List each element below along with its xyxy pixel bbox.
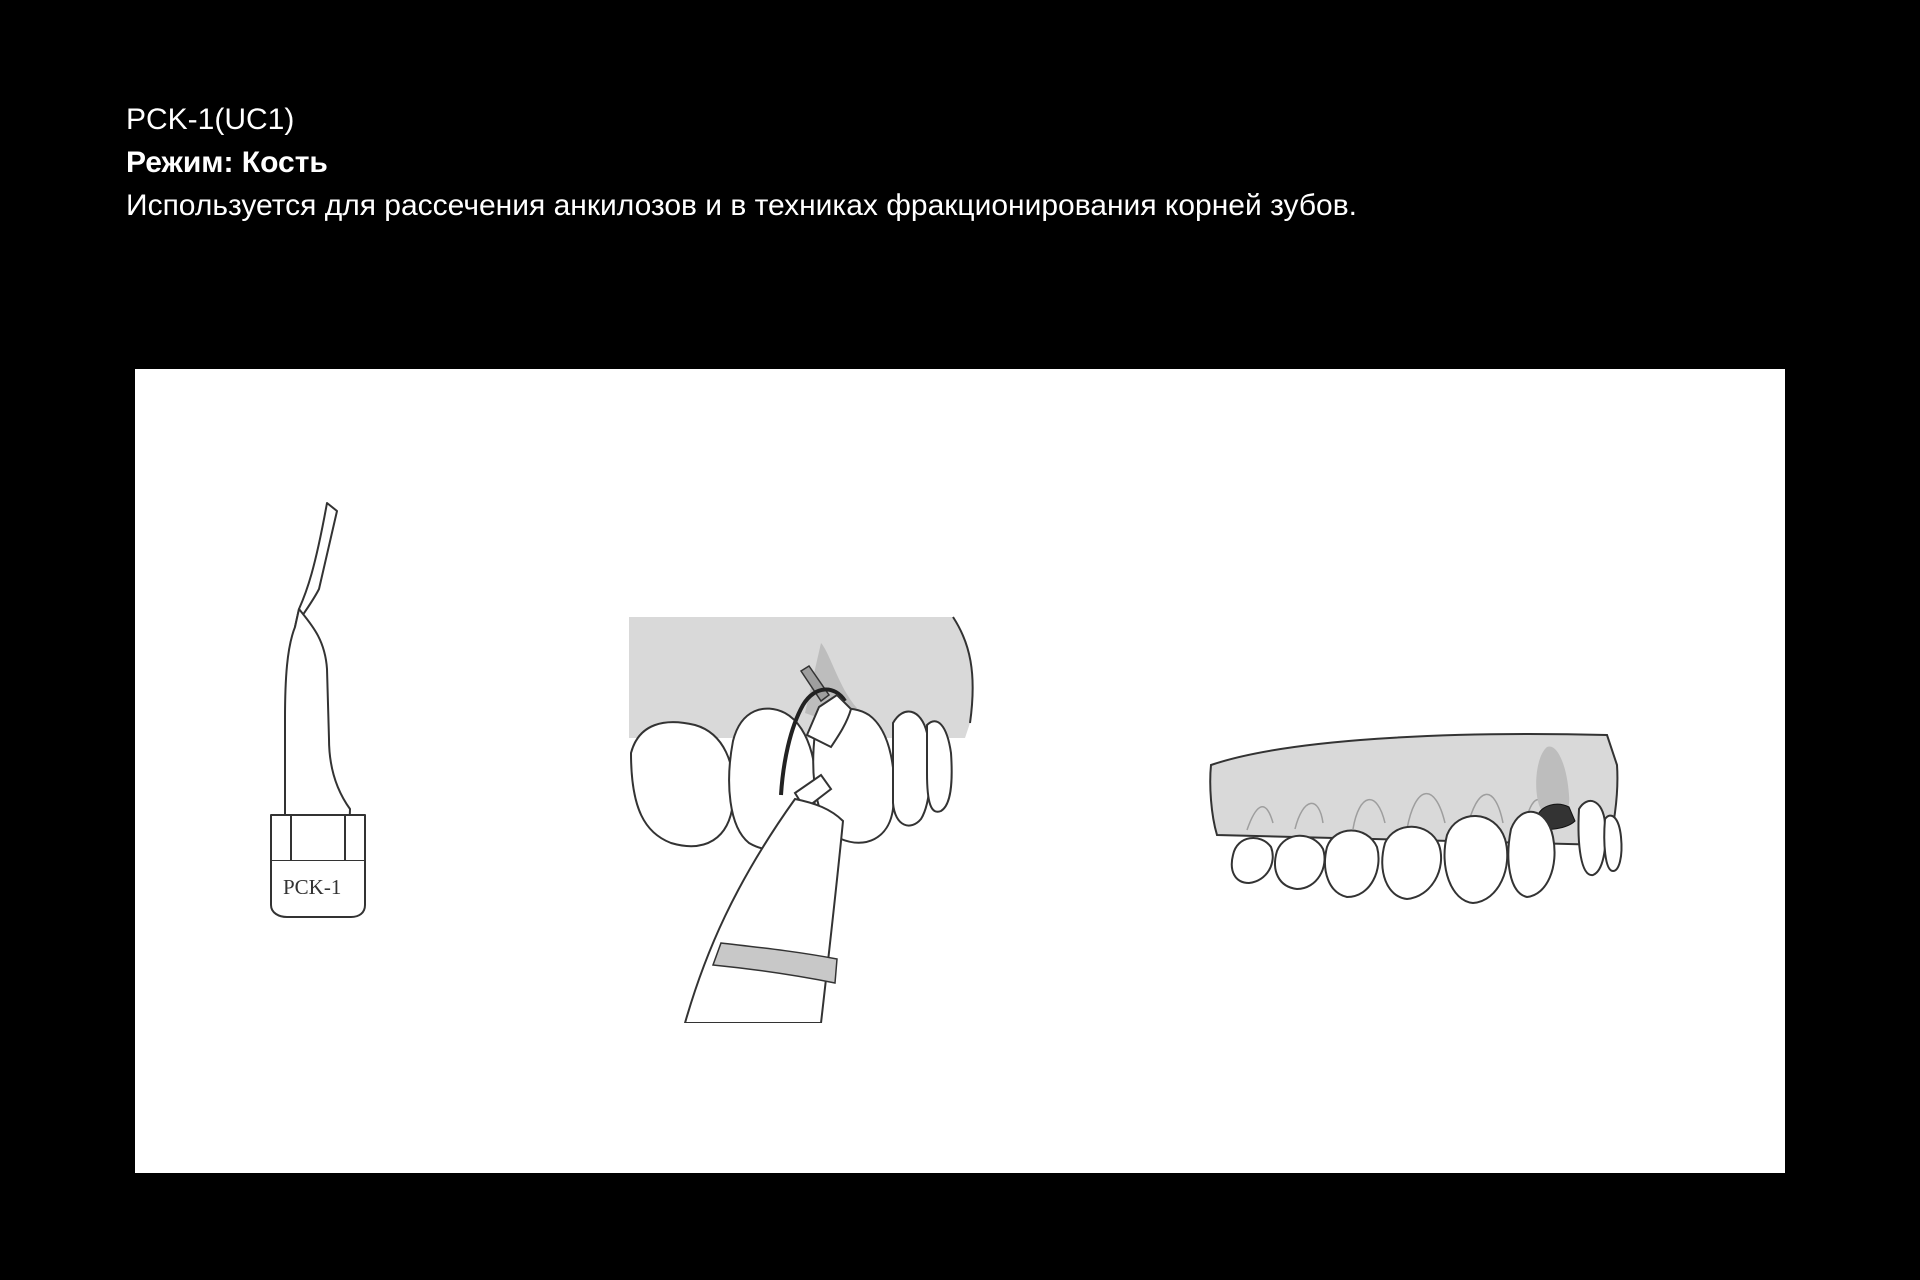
illustration-panel [135,369,1785,1173]
procedure-illustration [625,613,995,1023]
jaw-illustration [1207,725,1657,925]
model-title: PCK-1(UC1) [126,103,295,136]
slide-text [126,98,1357,227]
description-text: Используется для рассечения анкилозов и в техниках фракционирования корней зубов. [126,189,1357,222]
mode-label: Режим: Кость [126,146,328,179]
tip-label: PCK-1 [283,875,342,899]
scaler-tip-illustration [225,499,385,919]
